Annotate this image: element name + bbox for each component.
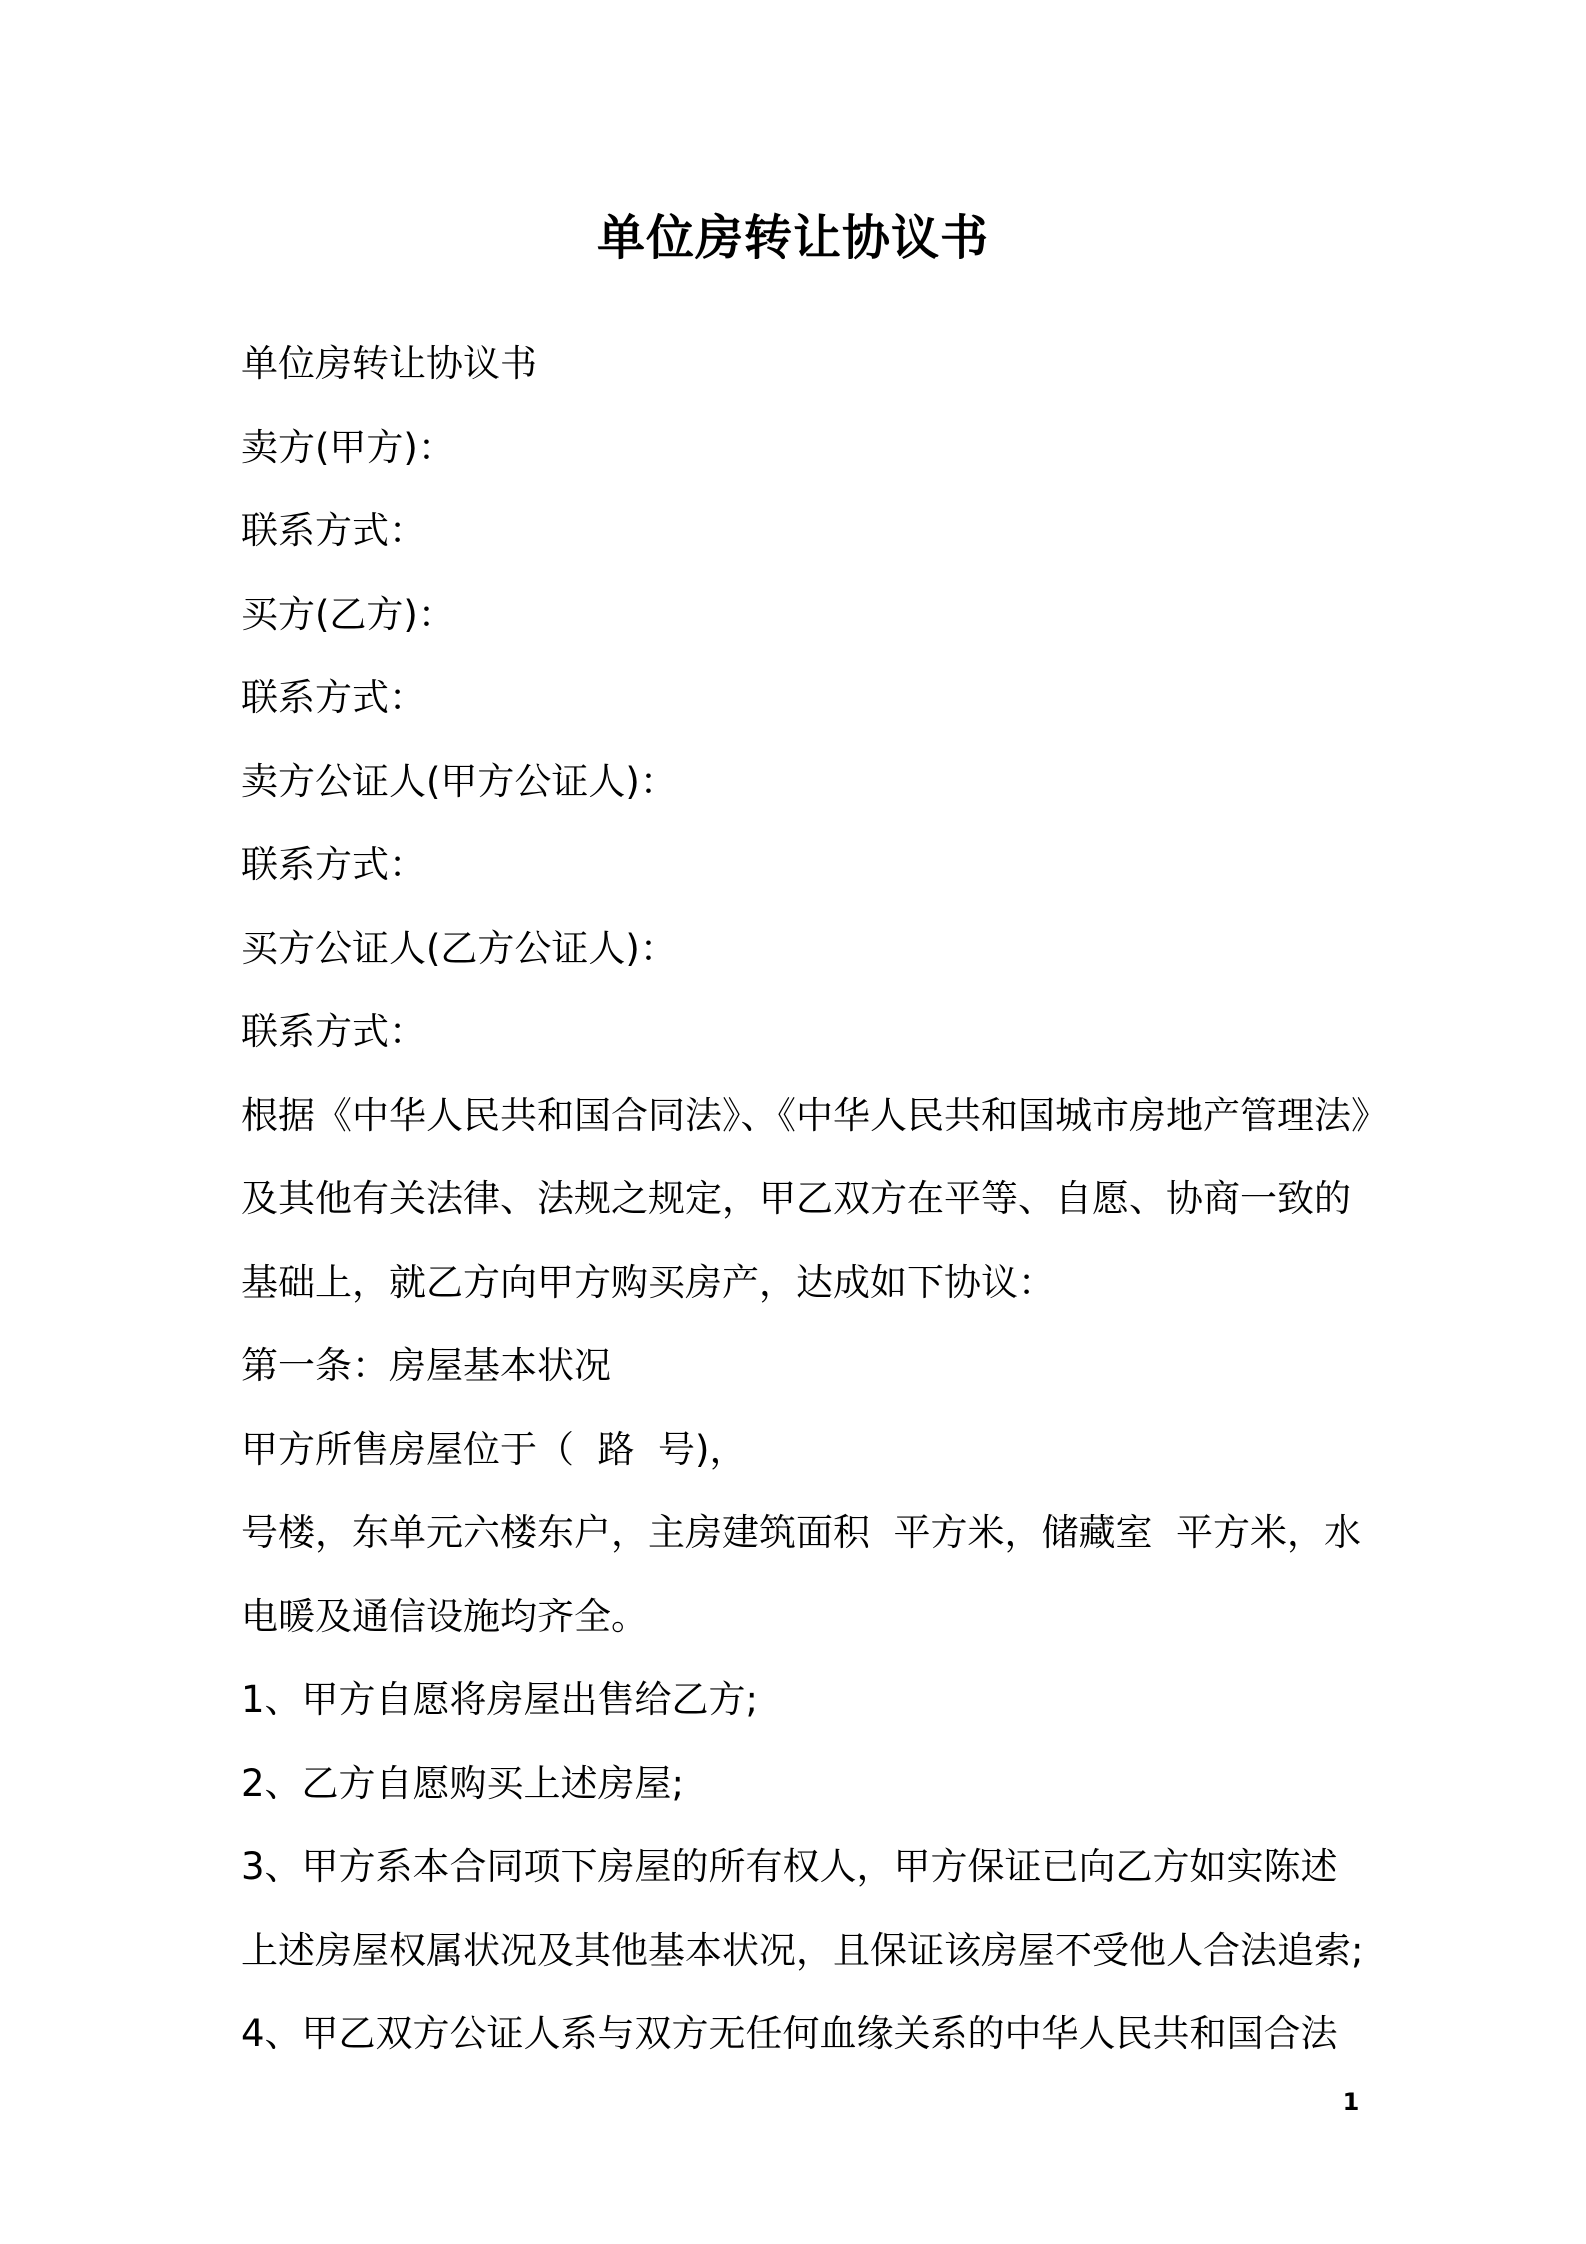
body-line-area-1: 号楼，东单元六楼东户，主房建筑面积 平方米，储藏室 平方米，水	[241, 1511, 1362, 1554]
document-title: 单位房转让协议书	[596, 210, 989, 266]
body-line-seller-contact: 联系方式：	[241, 509, 426, 552]
body-line-seller-notary-contact: 联系方式：	[241, 843, 426, 886]
body-line-clause-3a: 3、甲方系本合同项下房屋的所有权人，甲方保证已向乙方如实陈述	[241, 1845, 1338, 1888]
page-number: 1	[1342, 2088, 1360, 2116]
body-line-buyer-notary: 买方公证人(乙方公证人)：	[241, 926, 677, 970]
body-line-article-1: 第一条：房屋基本状况	[241, 1344, 611, 1387]
body-line-legal-basis-2: 及其他有关法律、法规之规定，甲乙双方在平等、自愿、协商一致的	[241, 1177, 1351, 1220]
body-line-seller-notary: 卖方公证人(甲方公证人)：	[241, 759, 677, 803]
body-line-legal-basis-1: 根据《中华人民共和国合同法》、《中华人民共和国城市房地产管理法》	[241, 1093, 1388, 1137]
document-body	[241, 322, 1388, 2076]
body-line-clause-4: 4、甲乙双方公证人系与双方无任何血缘关系的中华人民共和国合法	[241, 2012, 1338, 2055]
body-line-seller: 卖方(甲方)：	[241, 425, 455, 469]
body-line-buyer-contact: 联系方式：	[241, 676, 426, 719]
body-line-buyer: 买方(乙方)：	[241, 592, 455, 636]
body-line-heading: 单位房转让协议书	[241, 342, 537, 385]
body-line-area-2: 电暖及通信设施均齐全。	[241, 1594, 648, 1638]
body-line-legal-basis-3: 基础上，就乙方向甲方购买房产，达成如下协议：	[241, 1260, 1055, 1304]
body-line-clause-1: 1、甲方自愿将房屋出售给乙方;	[241, 1678, 759, 1721]
body-line-buyer-notary-contact: 联系方式：	[241, 1010, 426, 1053]
body-line-clause-3b: 上述房屋权属状况及其他基本状况，且保证该房屋不受他人合法追索;	[241, 1928, 1364, 1972]
body-line-clause-2: 2、乙方自愿购买上述房屋;	[241, 1761, 685, 1805]
body-line-location: 甲方所售房屋位于（ 路 号)，	[241, 1427, 747, 1471]
